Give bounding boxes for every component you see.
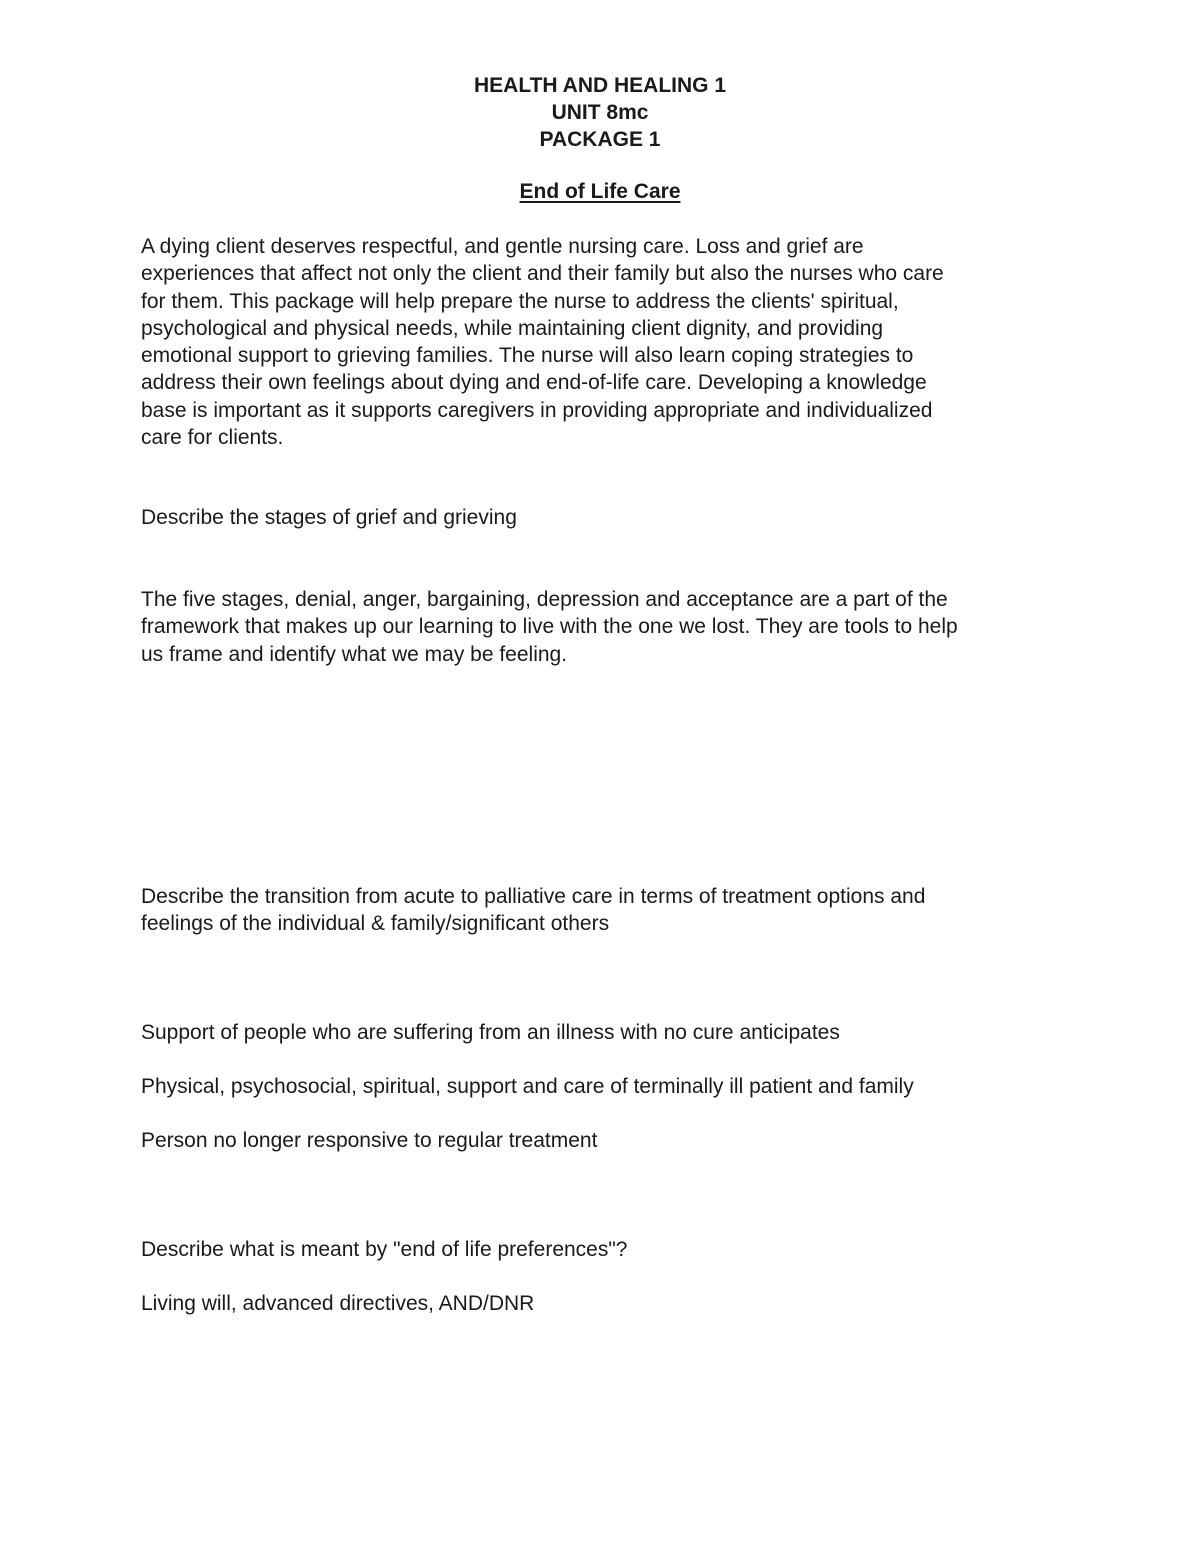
intro-line: emotional support to grieving families. The nurse will also learn coping strategies to <box>141 344 914 368</box>
intro-line: A dying client deserves respectful, and gentle nursing care. Loss and grief are <box>141 235 864 258</box>
intro-line: psychological and physical needs, while maintaining client dignity, and providing <box>141 316 884 340</box>
question-3 <box>141 1236 1071 1263</box>
intro-line: base is important as it supports caregivers in providing appropriate and individualized <box>141 398 933 422</box>
answer-2b <box>141 1073 1071 1100</box>
answer-line: Physical, psychosocial, spiritual, support and care of terminally ill patient and family <box>141 1075 914 1098</box>
question-text: Describe the transition from acute to palliative care in terms of treatment options and <box>141 885 926 908</box>
answer-line: Living will, advanced directives, AND/DNR <box>141 1292 535 1315</box>
package-label: PACKAGE 1 <box>539 128 661 151</box>
question-text: Describe what is meant by "end of life preferences"? <box>141 1238 628 1261</box>
intro-line: address their own feelings about dying and end-of-life care. Developing a knowledge <box>141 371 927 395</box>
question-text: Describe the stages of grief and grieving <box>141 506 517 529</box>
answer-3 <box>141 1290 1071 1317</box>
answer-2a <box>141 1019 1071 1046</box>
intro-paragraph <box>141 233 1071 451</box>
question-2 <box>141 883 1071 938</box>
question-text: feelings of the individual & family/significant others <box>141 912 610 936</box>
document-header <box>0 72 1200 153</box>
answer-line: Person no longer responsive to regular treatment <box>141 1129 598 1152</box>
answer-2c <box>141 1127 1071 1154</box>
answer-line: Support of people who are suffering from an illness with no cure anticipates <box>141 1021 840 1044</box>
intro-line: experiences that affect not only the client and their family but also the nurses who care <box>141 262 944 286</box>
page-title: End of Life Care <box>519 180 681 203</box>
intro-line: care for clients. <box>141 426 284 450</box>
intro-line: for them. This package will help prepare the nurse to address the clients' spiritual, <box>141 289 899 313</box>
question-1 <box>141 504 1071 531</box>
answer-line: The five stages, denial, anger, bargaining, depression and acceptance are a part of the <box>141 588 948 611</box>
answer-line: us frame and identify what we may be feeling. <box>141 642 568 666</box>
unit-label: UNIT 8mc <box>551 101 649 124</box>
course-title: HEALTH AND HEALING 1 <box>474 74 726 97</box>
answer-1 <box>141 586 1071 668</box>
answer-line: framework that makes up our learning to live with the one we lost. They are tools to help <box>141 615 958 639</box>
